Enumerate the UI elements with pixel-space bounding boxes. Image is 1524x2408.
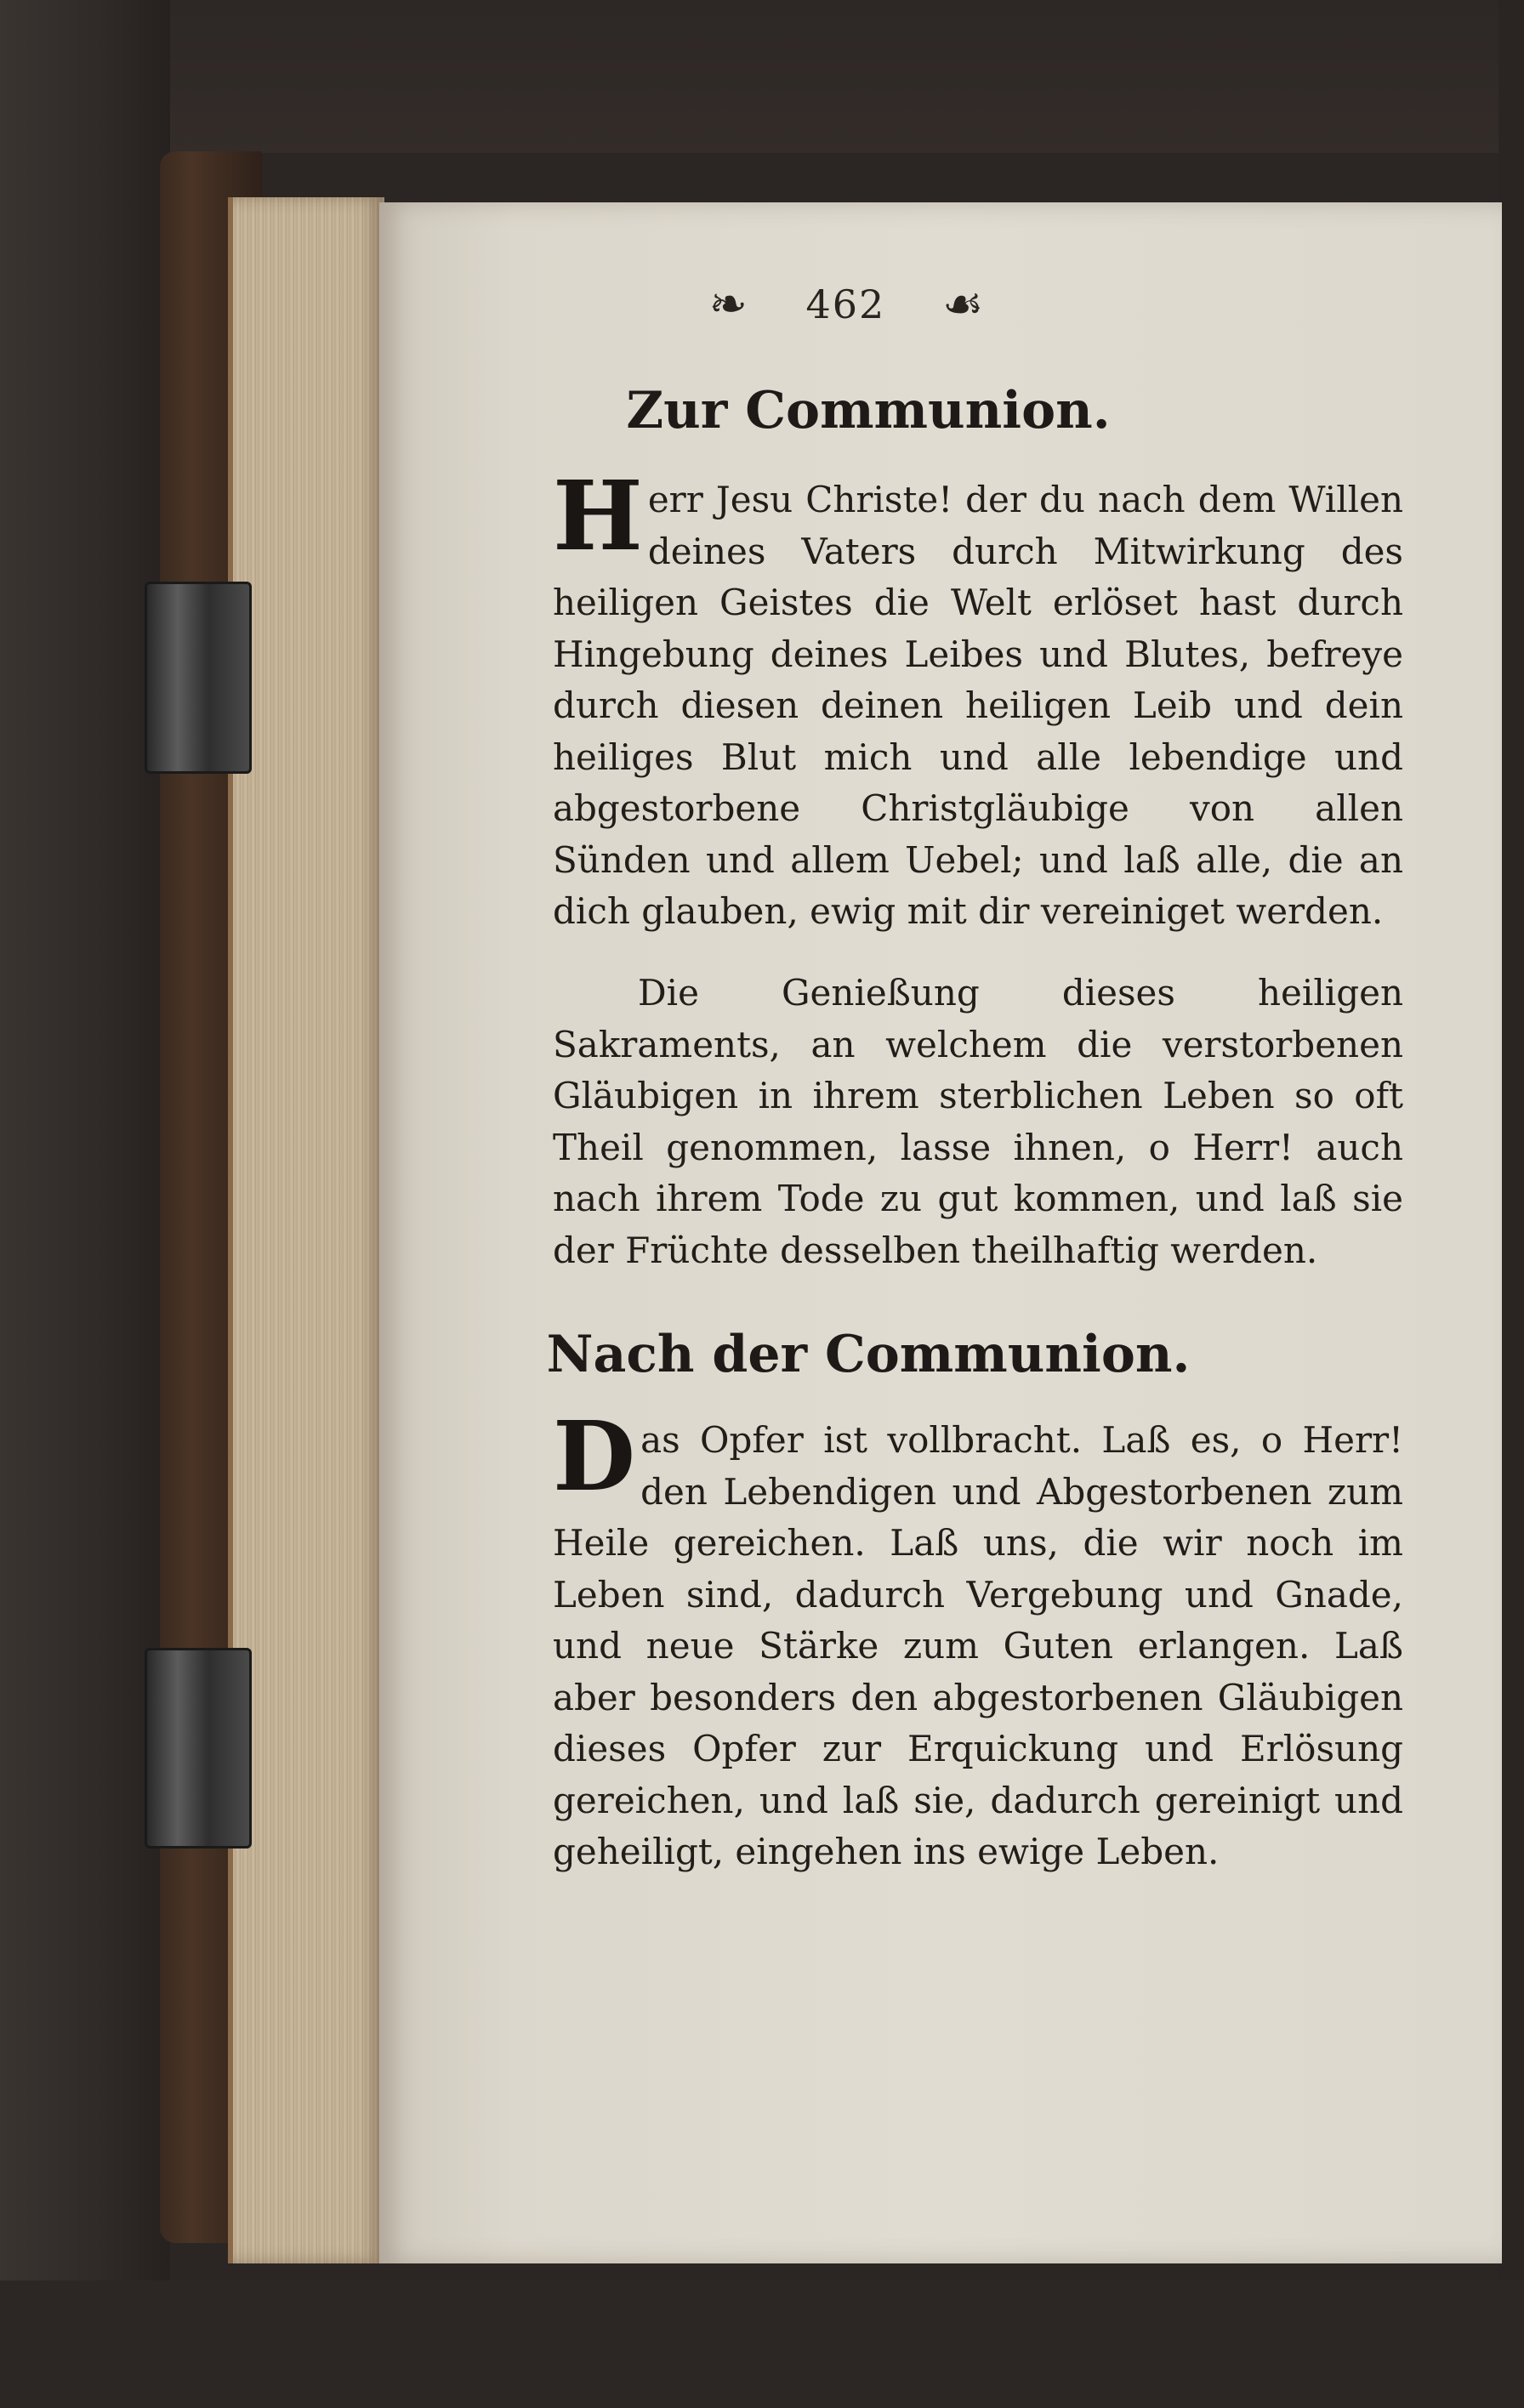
paragraph-text: as Opfer ist vollbracht. Laß es, o Herr! den Lebendigen und Abgestorbenen zum Heile gereichen. Laß uns, die wir noch im Leben sind, dadurch Vergebung und Gnade, und neue Stärke zum Guten erlangen. Laß aber besonders den abgestorbenen Gläubigen dieses Opfer zur Erquickung und Erlösung gereichen, und laß sie, dadurch gereinigt und geheiligt, eingehen ins ewige Leben. (553, 1419, 1403, 1872)
section-heading-after-communion: Nach der Communion. (546, 1325, 1191, 1384)
background-bottom (0, 2280, 1524, 2408)
drop-cap: H (553, 461, 643, 572)
section-heading-communion: Zur Communion. (626, 381, 1111, 440)
background-top (0, 0, 1524, 153)
left-ornament-icon: ❧ (708, 277, 749, 331)
background-right (1498, 0, 1524, 2408)
page-number: 462 (805, 281, 886, 327)
lower-clasp (145, 1648, 252, 1849)
prayer-paragraph (553, 968, 1403, 1276)
background-left (0, 0, 170, 2408)
prayer-paragraph (553, 461, 1403, 938)
prayer-paragraph (553, 1401, 1403, 1878)
upper-clasp (145, 582, 252, 774)
paragraph-text: err Jesu Christe! der du nach dem Willen deines Vaters durch Mitwirkung des heiligen Geistes die Welt erlöset hast durch Hingebung deines Leibes und Blutes, befreye durch diesen deinen heiligen Leib und dein heiliges Blut mich und alle lebendige und abgestorbene Christgläubige von allen Sünden und allem Uebel; und laß alle, die an dich glauben, ewig mit dir vereiniget werden. (553, 479, 1403, 932)
running-head (379, 277, 1315, 331)
right-ornament-icon: ☙ (941, 277, 986, 331)
book-page (379, 202, 1502, 2263)
page-edges (228, 197, 384, 2263)
paragraph-text: Die Genießung dieses heiligen Sakraments, an welchem die verstorbenen Gläubigen in ihrem sterblichen Leben so oft Theil genommen, lasse ihnen, o Herr! auch nach ihrem Tode zu gut kommen, und laß sie der Früchte desselben theilhaftig werden. (553, 972, 1403, 1271)
drop-cap: D (553, 1401, 636, 1513)
